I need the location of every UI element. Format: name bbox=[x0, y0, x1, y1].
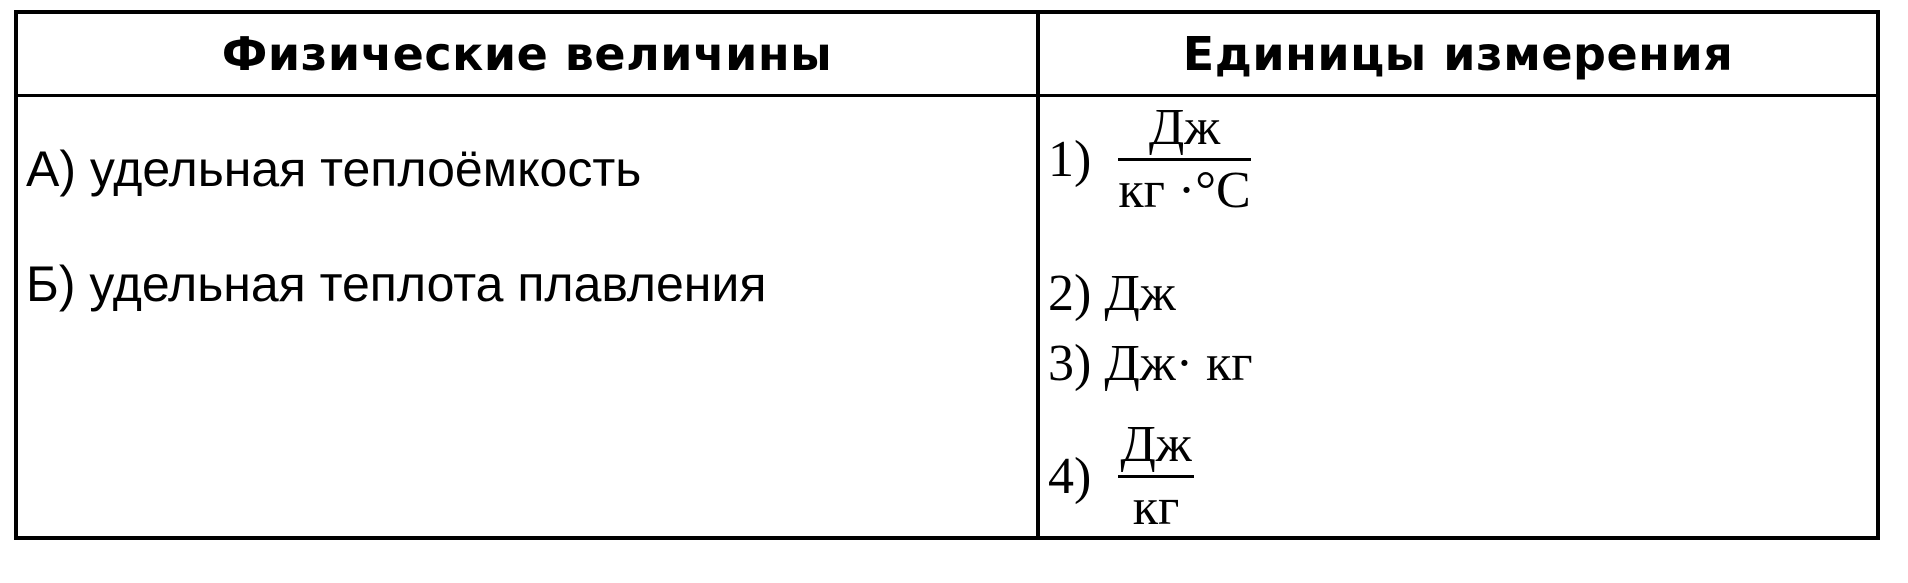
header-units: Единицы измерения bbox=[1182, 27, 1734, 81]
unit-fraction bbox=[1118, 416, 1193, 536]
unit-text: Дж· кг bbox=[1104, 335, 1253, 393]
unit-option-2 bbox=[1048, 264, 1176, 323]
unit-option-1 bbox=[1048, 99, 1251, 219]
unit-number: 1) bbox=[1048, 130, 1092, 188]
fraction-numerator: Дж bbox=[1120, 416, 1192, 473]
header-physical-quantities: Физические величины bbox=[221, 27, 833, 81]
unit-number: 4) bbox=[1048, 447, 1092, 505]
unit-fraction bbox=[1118, 99, 1251, 219]
unit-text: Дж bbox=[1104, 265, 1176, 323]
fraction-denominator: кг ·°C bbox=[1118, 162, 1251, 219]
quantity-a: А) удельная теплоёмкость bbox=[26, 141, 642, 197]
unit-number: 3) bbox=[1048, 335, 1092, 393]
header-divider bbox=[18, 94, 1876, 97]
quantity-b: Б) удельная теплота плавления bbox=[26, 256, 767, 312]
unit-number: 2) bbox=[1048, 265, 1092, 323]
fraction-numerator: Дж bbox=[1148, 99, 1221, 156]
unit-option-4 bbox=[1048, 416, 1194, 536]
unit-option-3 bbox=[1048, 334, 1253, 393]
fraction-denominator: кг bbox=[1132, 479, 1180, 536]
matching-table bbox=[14, 10, 1880, 540]
